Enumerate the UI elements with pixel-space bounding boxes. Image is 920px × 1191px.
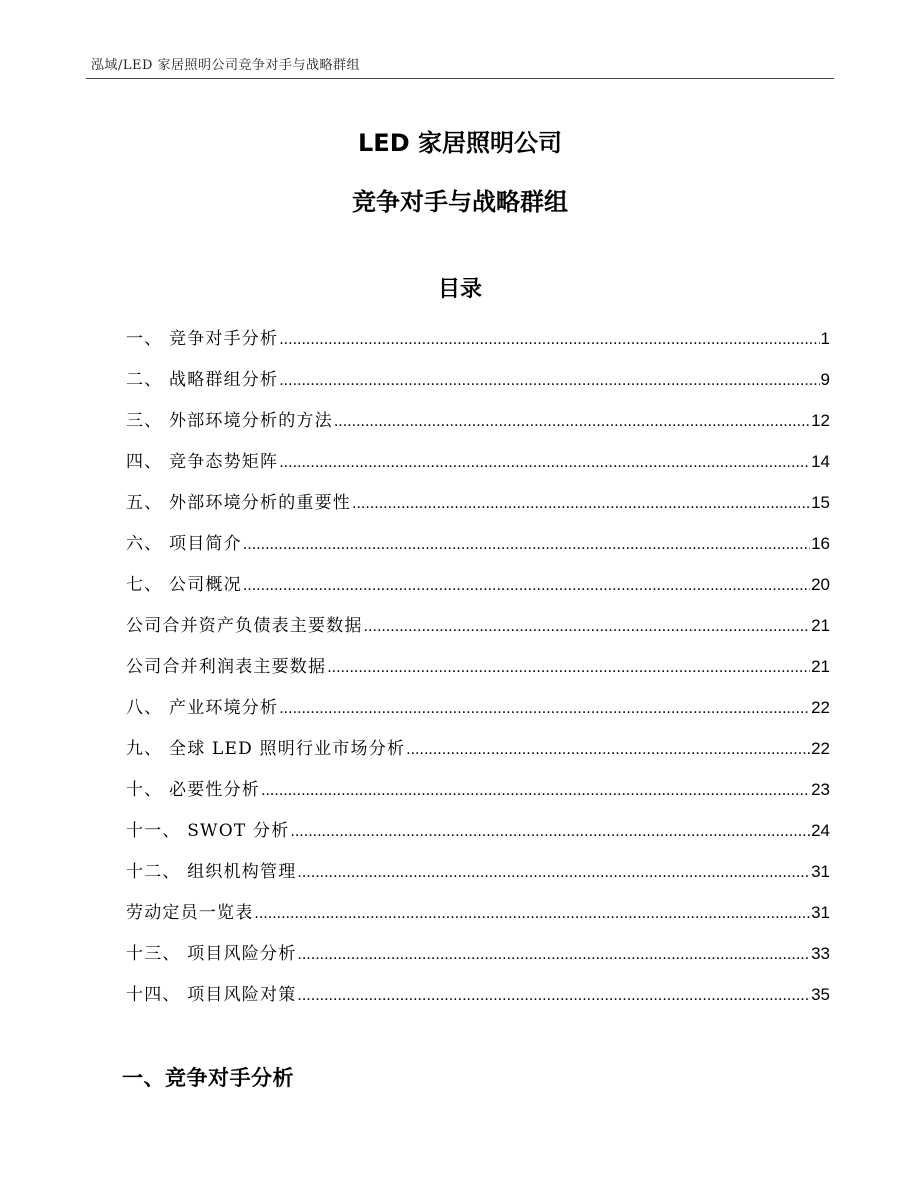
toc-entry[interactable] bbox=[126, 359, 830, 400]
toc-entry[interactable] bbox=[126, 810, 830, 851]
toc-entry[interactable] bbox=[126, 605, 830, 646]
toc-heading: 目录 bbox=[437, 277, 482, 302]
toc-entry[interactable] bbox=[126, 318, 830, 359]
toc-leader-dots bbox=[261, 771, 810, 812]
toc-leader-dots bbox=[364, 607, 810, 648]
toc-entry[interactable] bbox=[126, 728, 830, 769]
toc-entry-page: 33 bbox=[811, 944, 830, 963]
toc-entry-page: 14 bbox=[811, 452, 830, 471]
toc-entry[interactable] bbox=[126, 646, 830, 687]
toc-entry-page: 16 bbox=[811, 534, 830, 553]
toc-entry-label: 五、 外部环境分析的重要性 bbox=[126, 493, 352, 513]
toc-entry-page: 21 bbox=[811, 616, 830, 635]
toc-entry[interactable] bbox=[126, 851, 830, 892]
toc-entry-page: 20 bbox=[811, 575, 830, 594]
toc-entry-label: 十一、 SWOT 分析 bbox=[126, 821, 290, 841]
toc-entry-page: 15 bbox=[811, 493, 830, 512]
toc-entry[interactable] bbox=[126, 769, 830, 810]
document-title-line-1: LED 家居照明公司 bbox=[358, 129, 562, 157]
toc-entry-page: 31 bbox=[811, 862, 830, 881]
section-heading: 一、竞争对手分析 bbox=[122, 1066, 294, 1090]
toc-leader-dots bbox=[243, 566, 810, 607]
toc-leader-dots bbox=[327, 648, 810, 689]
table-of-contents bbox=[126, 318, 830, 1015]
document-title-line-2: 竞争对手与战略群组 bbox=[352, 188, 568, 216]
toc-entry-label: 公司合并资产负债表主要数据 bbox=[126, 616, 363, 636]
toc-entry[interactable] bbox=[126, 974, 830, 1015]
toc-leader-dots bbox=[279, 361, 819, 402]
toc-entry-label: 六、 项目简介 bbox=[126, 534, 242, 554]
toc-entry[interactable] bbox=[126, 482, 830, 523]
toc-entry-page: 35 bbox=[811, 985, 830, 1004]
toc-entry[interactable] bbox=[126, 564, 830, 605]
header-divider bbox=[86, 78, 834, 79]
toc-leader-dots bbox=[290, 812, 810, 853]
toc-entry[interactable] bbox=[126, 523, 830, 564]
toc-entry-label: 十三、 项目风险分析 bbox=[126, 944, 297, 964]
toc-entry-page: 31 bbox=[811, 903, 830, 922]
toc-leader-dots bbox=[279, 320, 819, 361]
toc-entry-label: 二、 战略群组分析 bbox=[126, 370, 279, 390]
toc-entry[interactable] bbox=[126, 441, 830, 482]
toc-entry-label: 劳动定员一览表 bbox=[126, 903, 254, 923]
toc-leader-dots bbox=[297, 935, 810, 976]
toc-entry[interactable] bbox=[126, 400, 830, 441]
running-header: 泓域/LED 家居照明公司竞争对手与战略群组 bbox=[91, 58, 361, 73]
toc-entry-label: 十四、 项目风险对策 bbox=[126, 985, 297, 1005]
toc-leader-dots bbox=[297, 976, 810, 1017]
toc-leader-dots bbox=[279, 443, 810, 484]
toc-entry-label: 十、 必要性分析 bbox=[126, 780, 261, 800]
toc-entry-page: 12 bbox=[811, 411, 830, 430]
toc-entry-label: 一、 竞争对手分析 bbox=[126, 329, 279, 349]
toc-entry[interactable] bbox=[126, 933, 830, 974]
toc-entry[interactable] bbox=[126, 892, 830, 933]
toc-leader-dots bbox=[352, 484, 810, 525]
toc-entry-label: 三、 外部环境分析的方法 bbox=[126, 411, 333, 431]
toc-leader-dots bbox=[243, 525, 810, 566]
toc-entry-label: 九、 全球 LED 照明行业市场分析 bbox=[126, 739, 406, 759]
toc-entry-page: 22 bbox=[811, 739, 830, 758]
toc-entry-label: 十二、 组织机构管理 bbox=[126, 862, 297, 882]
toc-entry-label: 八、 产业环境分析 bbox=[126, 698, 279, 718]
toc-leader-dots bbox=[279, 689, 810, 730]
toc-entry[interactable] bbox=[126, 687, 830, 728]
toc-leader-dots bbox=[334, 402, 810, 443]
toc-entry-page: 22 bbox=[811, 698, 830, 717]
toc-entry-label: 公司合并利润表主要数据 bbox=[126, 657, 327, 677]
toc-entry-page: 23 bbox=[811, 780, 830, 799]
toc-entry-label: 七、 公司概况 bbox=[126, 575, 242, 595]
toc-leader-dots bbox=[254, 894, 810, 935]
toc-entry-page: 21 bbox=[811, 657, 830, 676]
toc-entry-page: 24 bbox=[811, 821, 830, 840]
toc-leader-dots bbox=[297, 853, 810, 894]
toc-entry-page: 9 bbox=[820, 370, 830, 389]
toc-leader-dots bbox=[406, 730, 810, 771]
toc-entry-label: 四、 竞争态势矩阵 bbox=[126, 452, 279, 472]
toc-entry-page: 1 bbox=[820, 329, 830, 348]
